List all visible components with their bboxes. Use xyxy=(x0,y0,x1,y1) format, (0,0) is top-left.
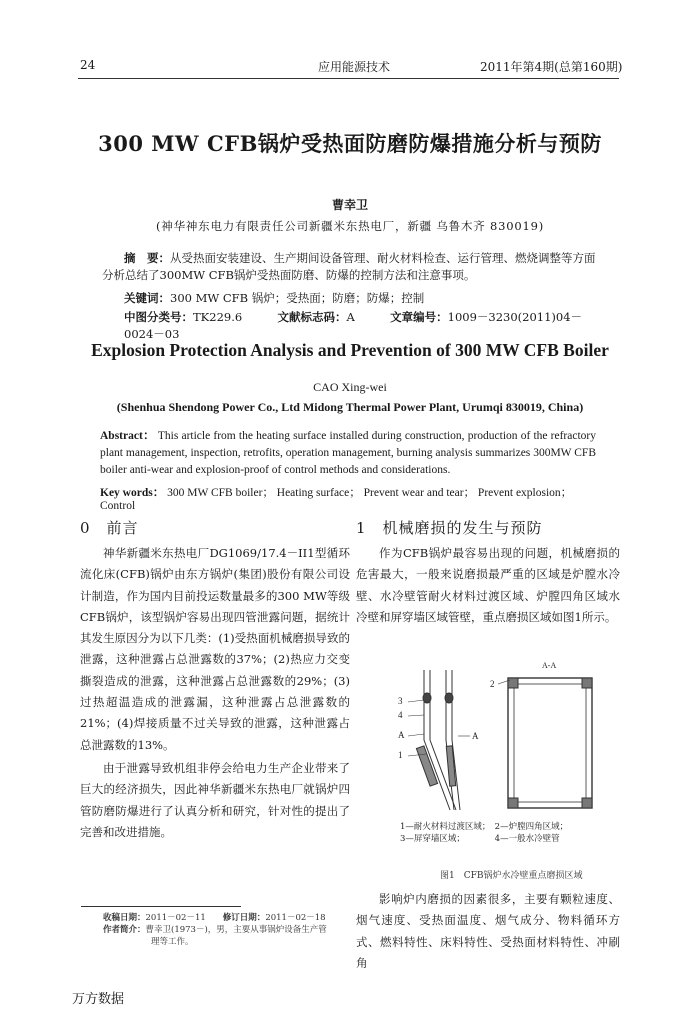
page-number: 24 xyxy=(80,58,96,72)
callout-1: 1 xyxy=(398,750,403,760)
revised-date: 2011－02－18 xyxy=(265,913,326,923)
keywords-cn-label: 关键词： xyxy=(124,291,170,305)
author-bio: 曹幸卫(1973－)，男，主要从事锅炉设备生产管 xyxy=(145,925,327,935)
english-abstract-text: This article from the heating surface installed during construction, production of the refractory plant management, inspection, retrofits, operation management, burning analysis summarizes 300MW CFB boiler anti-wear and explosion-proof of control methods and considerations. xyxy=(100,430,596,476)
section-1-heading: 1 机械磨损的发生与预防 xyxy=(356,519,543,537)
english-abstract xyxy=(100,428,596,479)
wanfang-watermark: 万方数据 xyxy=(72,992,125,1007)
header-rule xyxy=(78,78,619,79)
english-keywords-label: Key words： xyxy=(100,487,165,499)
wear-paragraph-2: 影响炉内磨损的因素很多，主要有颗粒速度、烟气速度、受热面温度、烟气成分、物料循环方式、燃料特性、床料特性、受热面材料特性、冲刷角 xyxy=(356,892,620,970)
paper-title: 300 MW CFB锅炉受热面防磨防爆措施分析与预防 xyxy=(98,131,602,156)
keywords-cn-text: 300 MW CFB 锅炉；受热面；防磨；防爆；控制 xyxy=(170,291,425,305)
footnote-rule xyxy=(81,906,241,907)
english-abstract-label: Abstract： xyxy=(100,430,155,442)
clc-label: 中图分类号： xyxy=(124,310,193,324)
footnote xyxy=(103,912,327,948)
abstract-cn-line2: 分析总结了300MW CFB锅炉受热面防磨、防爆的控制方法和注意事项。 xyxy=(102,268,476,282)
author-bio-cont: 理等工作。 xyxy=(151,937,194,947)
abstract-cn xyxy=(102,250,602,284)
doc-code: A xyxy=(346,310,355,324)
english-keywords-text: 300 MW CFB boiler； Heating surface； Prevent wear and tear； Prevent explosion； Control xyxy=(100,487,573,512)
figure-1-legend-line1: 1—耐火材料过渡区域； 2—炉膛四角区域； xyxy=(400,822,569,832)
keywords-cn xyxy=(124,290,424,307)
intro-paragraph-2: 由于泄露导致机组非停会给电力生产企业带来了巨大的经济损失，因此神华新疆米东热电厂就锅炉四管防磨防爆进行了认真分析和研究，针对性的提出了完善和改进措施。 xyxy=(80,760,350,839)
english-affiliation: (Shenhua Shendong Power Co., Ltd Midong Thermal Power Plant, Urumqi 830019, China) xyxy=(116,400,584,414)
callout-4: 4 xyxy=(398,710,403,720)
figure-1-diagram xyxy=(390,660,616,826)
issue-info: 2011年第4期(总第160期) xyxy=(480,60,623,74)
classification-line xyxy=(124,309,604,343)
doc-code-label: 文献标志码： xyxy=(277,310,347,324)
section-1-paragraph-2-block xyxy=(356,889,620,974)
clc-code: TK229.6 xyxy=(193,310,243,324)
intro-paragraph-1: 神华新疆米东热电厂DG1069/17.4－II1型循环流化床(CFB)锅炉由东方锅炉(集团)股份有限公司设计制造，作为国内目前投运数量最多的300 MW等级CFB锅炉，该型锅炉容易出现四管泄露问题，据统计其发生原因分为以下几类：(1)受热面机械磨损导致的泄露，这种泄露占总泄露数的37%；(2)热应力交变撕裂造成的泄露，这种泄露占总泄露数的29%；(3)过热超温造成的泄露漏，这种泄露占总泄露数的21%；(4)焊接质量不过关导致的泄露，这种泄露占总泄露数的13%。 xyxy=(80,546,350,752)
figure-1-caption: 图1 CFB锅炉水冷壁重点磨损区域 xyxy=(440,871,583,881)
section-1-paragraph-1 xyxy=(356,543,620,628)
abstract-cn-line1: 从受热面安装建设、生产期间设备管理、耐火材料检查、运行管理、燃烧调整等方面 xyxy=(170,251,596,265)
section-label-aa: A-A xyxy=(542,661,557,670)
left-column-body xyxy=(80,543,350,843)
bio-label: 作者简介： xyxy=(103,925,146,935)
abstract-cn-label: 摘 要： xyxy=(124,251,170,265)
wear-paragraph-1: 作为CFB锅炉最容易出现的问题，机械磨损的危害最大，一般来说磨损最严重的区域是炉膛水冷壁、水冷壁管耐火材料过渡区域、炉膛四角区域水冷壁和屏穿墙区域管壁，重点磨损区域如图1所示。 xyxy=(356,546,620,624)
callout-a-left: A xyxy=(398,730,405,740)
english-keywords xyxy=(100,484,600,512)
article-number: 1009－3230(2011)04－0024－03 xyxy=(124,310,583,341)
english-title: Explosion Protection Analysis and Prevention of 300 MW CFB Boiler xyxy=(91,340,609,360)
author-name: 曹幸卫 xyxy=(331,198,368,212)
callout-3: 3 xyxy=(398,696,403,706)
journal-name: 应用能源技术 xyxy=(318,60,391,74)
received-label: 收稿日期： xyxy=(103,913,146,923)
received-date: 2011－02－11 xyxy=(145,913,206,923)
furnace-wall-sketch xyxy=(408,670,470,810)
revised-label: 修订日期： xyxy=(222,913,266,923)
section-0-heading: 0 前言 xyxy=(80,519,139,537)
english-author: CAO Xing-wei xyxy=(313,380,387,394)
callout-2: 2 xyxy=(490,679,495,689)
figure-1-legend-line2: 3—屏穿墙区域； 4—一般水冷壁管 xyxy=(400,834,560,844)
author-affiliation: (神华神东电力有限责任公司新疆米东热电厂，新疆 乌鲁木齐 830019) xyxy=(156,219,544,233)
callout-a-right: A xyxy=(472,731,479,741)
section-aa-box xyxy=(498,678,592,808)
article-number-label: 文章编号： xyxy=(390,310,448,324)
